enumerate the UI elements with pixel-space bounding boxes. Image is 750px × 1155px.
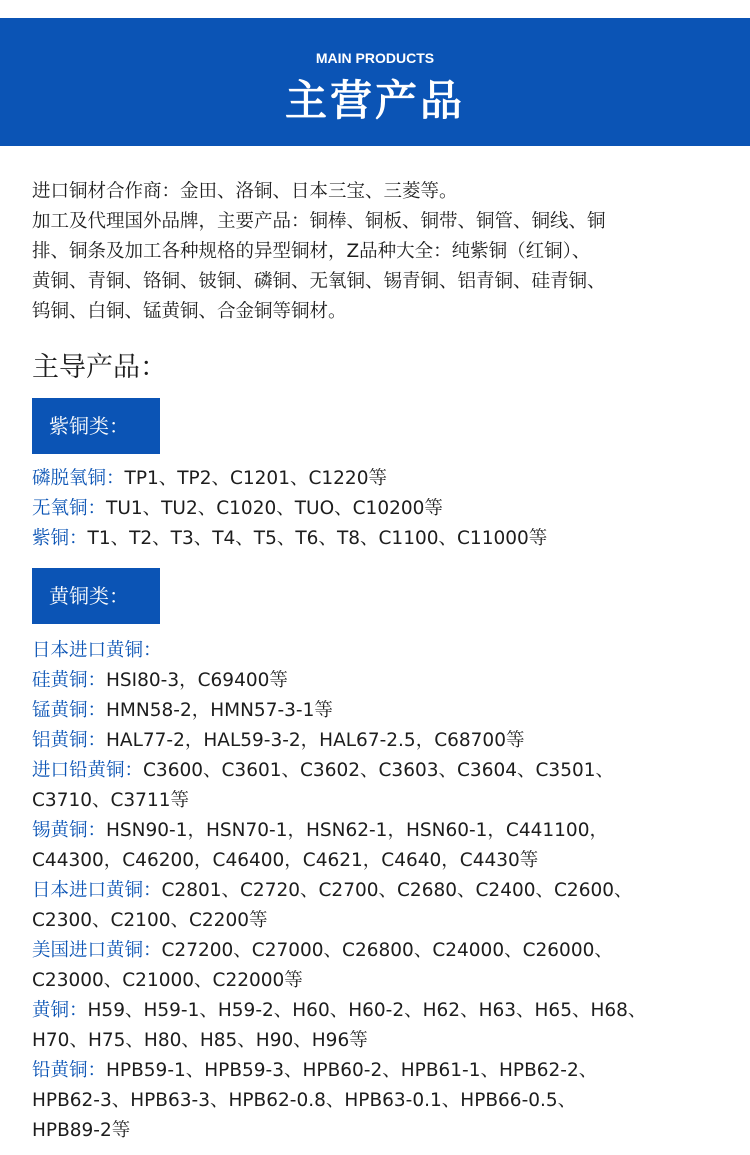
item-value: T1、T2、T3、T4、T5、T6、T8、C1100、C11000等	[87, 528, 548, 549]
item-value: HSI80-3，C69400等	[106, 670, 288, 691]
list-item	[32, 524, 732, 554]
item-label: 日本进口黄铜：	[32, 880, 162, 901]
list-item	[32, 936, 732, 966]
item-value: C2300、C2100、C2200等	[32, 910, 268, 931]
purple-copper-badge: 紫铜类：	[32, 398, 160, 454]
item-label: 铅黄铜：	[32, 1060, 107, 1081]
brass-list	[32, 636, 732, 1146]
intro-line: 加工及代理国外品牌，主要产品：铜棒、铜板、铜带、铜管、铜线、铜	[32, 211, 606, 232]
list-item	[32, 666, 732, 696]
item-value: HPB59-1、HPB59-3、HPB60-2、HPB61-1、HPB62-2、	[106, 1060, 598, 1081]
list-item	[32, 996, 732, 1026]
item-label: 锰黄铜：	[32, 700, 107, 721]
intro-paragraph	[32, 177, 722, 327]
item-value: TU1、TU2、C1020、TUO、C10200等	[106, 498, 443, 519]
list-item	[32, 786, 732, 816]
item-label: 硅黄铜：	[32, 670, 107, 691]
list-item	[32, 696, 732, 726]
item-value: C27200、C27000、C26800、C24000、C26000、	[161, 940, 613, 961]
item-value: HAL77-2，HAL59-3-2，HAL67-2.5，C68700等	[106, 730, 525, 751]
list-item	[32, 494, 732, 524]
item-value: H70、H75、H80、H85、H90、H96等	[32, 1030, 368, 1051]
brass-badge: 黄铜类：	[32, 568, 160, 624]
item-label: 进口铅黄铜：	[32, 760, 144, 781]
item-value: C2801、C2720、C2700、C2680、C2400、C2600、	[161, 880, 633, 901]
list-item	[32, 816, 732, 846]
intro-line: 排、铜条及加工各种规格的异型铜材，Z品种大全：纯紫铜（红铜）、	[32, 241, 591, 262]
item-value: H59、H59-1、H59-2、H60、H60-2、H62、H63、H65、H68、	[87, 1000, 647, 1021]
list-item	[32, 756, 732, 786]
item-value: HPB62-3、HPB63-3、HPB62-0.8、HPB63-0.1、HPB66-0.5、	[32, 1090, 577, 1111]
item-label: 无氧铜：	[32, 498, 107, 519]
list-item	[32, 906, 732, 936]
item-value: C3600、C3601、C3602、C3603、C3604、C3501、	[143, 760, 615, 781]
list-item	[32, 1116, 732, 1146]
header-banner	[0, 18, 750, 146]
list-item	[32, 464, 732, 494]
intro-line: 黄铜、青铜、铬铜、铍铜、磷铜、无氧铜、锡青铜、铝青铜、硅青铜、	[32, 271, 606, 292]
header-subtitle: MAIN PRODUCTS	[315, 50, 435, 66]
item-label: 黄铜：	[32, 1000, 88, 1021]
item-value: HMN58-2，HMN57-3-1等	[106, 700, 333, 721]
item-label: 铝黄铜：	[32, 730, 107, 751]
item-value: C3710、C3711等	[32, 790, 189, 811]
list-item	[32, 1026, 732, 1056]
item-label: 磷脱氧铜：	[32, 468, 125, 489]
list-item	[32, 876, 732, 906]
item-value: HSN90-1，HSN70-1，HSN62-1，HSN60-1，C441100，	[106, 820, 608, 841]
purple-copper-list	[32, 464, 732, 554]
item-value: C23000、C21000、C22000等	[32, 970, 303, 991]
item-value: TP1、TP2、C1201、C1220等	[124, 468, 387, 489]
list-item	[32, 636, 732, 666]
header-title: 主营产品	[284, 76, 465, 125]
list-item	[32, 966, 732, 996]
list-item	[32, 846, 732, 876]
list-item	[32, 1056, 732, 1086]
item-label: 锡黄铜：	[32, 820, 107, 841]
item-value: HPB89-2等	[32, 1120, 131, 1141]
list-item	[32, 1086, 732, 1116]
item-label: 美国进口黄铜：	[32, 940, 162, 961]
item-value: C44300，C46200，C46400，C4621，C4640，C4430等	[32, 850, 539, 871]
item-label: 紫铜：	[32, 528, 88, 549]
intro-line: 进口铜材合作商：金田、洛铜、日本三宝、三菱等。	[32, 181, 458, 202]
item-label: 日本进口黄铜：	[32, 640, 162, 661]
list-item	[32, 726, 732, 756]
intro-line: 钨铜、白铜、锰黄铜、合金铜等铜材。	[32, 301, 347, 322]
main-products-title: 主导产品：	[32, 352, 167, 383]
